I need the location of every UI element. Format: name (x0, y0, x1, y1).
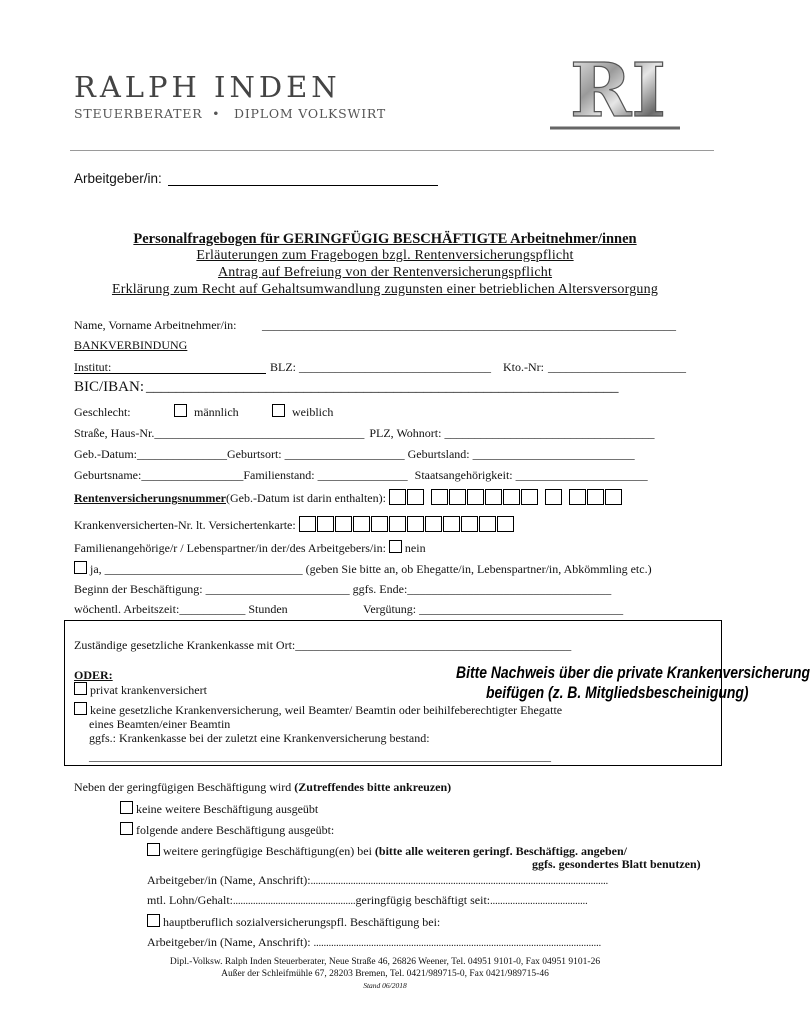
staatsang-label: Staatsangehörigkeit: (414, 468, 513, 482)
privat-label: privat krankenversichert (90, 683, 207, 697)
haupt-checkbox[interactable] (147, 914, 160, 927)
strasse-label: Straße, Haus-Nr. (74, 426, 155, 440)
blz-field[interactable]: ________________________________ (299, 360, 491, 374)
beginn-row (74, 582, 611, 597)
subtitle-antrag: Antrag auf Befreiung von der Rentenversicherungspflicht (217, 265, 553, 280)
rvnr-digit-box[interactable] (467, 489, 484, 505)
subtitle-erklaerung: Erklärung zum Recht auf Gehaltsumwandlung zugunsten einer betrieblichen Altersversorgung (111, 282, 659, 297)
rvnr-digit-box[interactable] (449, 489, 466, 505)
keine-weitere-label: keine weitere Beschäftigung ausgeübt (136, 802, 319, 816)
haupt-label: hauptberuflich sozialversicherungspfl. Beschäftigung bei: (163, 915, 441, 929)
kvnr-digit-box[interactable] (389, 516, 406, 532)
ag1-label: Arbeitgeber/in (Name, Anschrift): (147, 873, 311, 887)
geburtsname-label: Geburtsname: (74, 468, 142, 482)
gebdatum-field[interactable]: _______________ (136, 447, 227, 461)
stamp-nachweis-line2: beifügen (z. B. Mitgliedsbescheinigung) (486, 683, 749, 702)
arbeitszeit-row (74, 602, 288, 617)
rvnr-digit-box[interactable] (431, 489, 448, 505)
kvnr-digit-box[interactable] (371, 516, 388, 532)
folgende-row (120, 822, 334, 838)
lohn-field[interactable]: ................................................. (233, 896, 356, 907)
rvnr-digit-box[interactable] (605, 489, 622, 505)
familienstand-field[interactable]: _______________ (317, 468, 408, 482)
beamten-label: eines Beamten/einer Beamtin (89, 717, 231, 731)
rvnr-boxes[interactable] (389, 491, 623, 505)
rvnr-digit-box[interactable] (407, 489, 424, 505)
ggfs-field[interactable]: _____________________________________________________________________________ (89, 749, 551, 763)
maennlich-option[interactable] (174, 404, 239, 420)
rvnr-hint: (Geb.-Datum ist darin enthalten): (225, 491, 386, 505)
rvnr-digit-box[interactable] (587, 489, 604, 505)
privat-row (74, 682, 207, 698)
letterhead-name: RALPH INDEN (74, 70, 341, 104)
geburtsland-field[interactable]: ___________________________ (472, 447, 635, 461)
ag1-field[interactable]: ....................................................................................................................... (310, 876, 609, 887)
kvnr-digit-box[interactable] (461, 516, 478, 532)
kvnr-digit-box[interactable] (479, 516, 496, 532)
footer-address-2: Außer der Schleifmühle 67, 28203 Bremen, Tel. 0421/989715-0, Fax 0421/989715-46 (221, 969, 549, 979)
bank-header: BANKVERBINDUNG (74, 338, 188, 352)
maennlich-checkbox[interactable] (174, 404, 187, 417)
verguetung-field[interactable]: __________________________________ (419, 602, 624, 616)
blz-label: BLZ: (270, 360, 296, 374)
kvnr-row (74, 516, 515, 533)
form-title: Personalfragebogen für GERINGFÜGIG BESCHÄFTIGTE Arbeitnehmer/innen (133, 231, 637, 247)
keine-kv-checkbox[interactable] (74, 702, 87, 715)
nein-checkbox[interactable] (389, 540, 402, 553)
rvnr-digit-box[interactable] (545, 489, 562, 505)
ja-label: ja, (90, 562, 102, 576)
keine-kv-row (74, 702, 562, 718)
name-label: Name, Vorname Arbeitnehmer/in: (74, 318, 237, 332)
subtitle-erlaeuterungen: Erläuterungen zum Fragebogen bzgl. Rentenversicherungspflicht (196, 248, 574, 263)
nein-label: nein (404, 541, 426, 555)
rvnr-digit-box[interactable] (389, 489, 406, 505)
geburtsort-label: Geburtsort: (226, 447, 282, 461)
folgende-checkbox[interactable] (120, 822, 133, 835)
header-rule (70, 150, 714, 151)
weiblich-option[interactable] (272, 404, 333, 420)
bic-label: BIC/IBAN: (74, 379, 145, 395)
geburtsname-field[interactable]: _________________ (141, 468, 244, 482)
plz-label: PLZ, Wohnort: (369, 426, 442, 440)
strasse-row (74, 426, 654, 441)
kasse-row (74, 638, 571, 653)
letterhead-subtitle (74, 106, 386, 121)
verguetung-label: Vergütung: (363, 602, 417, 616)
kasse-field[interactable]: ______________________________________________ (295, 638, 572, 652)
rvnr-digit-box[interactable] (569, 489, 586, 505)
stamp-nachweis-line1: Bitte Nachweis über die private Krankenversicherung (456, 663, 810, 682)
gebdatum-row (74, 447, 635, 462)
ja-checkbox[interactable] (74, 561, 87, 574)
rvnr-digit-box[interactable] (503, 489, 520, 505)
ag2-row (147, 935, 601, 950)
rvnr-row (74, 489, 623, 506)
beginn-field[interactable]: ________________________ (205, 582, 350, 596)
neben-row (74, 780, 451, 795)
staatsang-field[interactable]: ______________________ (515, 468, 648, 482)
weitere-label: weitere geringfügige Beschäftigung(en) bei (163, 844, 372, 858)
employer-label: Arbeitgeber/in: (74, 171, 162, 186)
keine-weitere-row (120, 801, 318, 817)
ende-field[interactable]: __________________________________ (407, 582, 612, 596)
ja-row (74, 561, 652, 577)
rvnr-label: Rentenversicherungsnummer (74, 491, 226, 505)
geburtsname-row (74, 468, 648, 483)
ag2-field[interactable]: ................................................................................................................... (313, 938, 602, 949)
lohn-seit-field[interactable]: ....................................... (490, 896, 588, 907)
ggfs-label: ggfs.: Krankenkasse bei der zuletzt eine Krankenversicherung bestand: (89, 731, 430, 745)
stunden-label: Stunden (248, 602, 288, 616)
arbeitszeit-label: wöchentl. Arbeitszeit: (74, 602, 180, 616)
kto-field[interactable]: _______________________ (548, 360, 686, 374)
kvnr-boxes[interactable] (299, 518, 515, 532)
verguetung-row (363, 602, 623, 617)
svg-text:RI: RI (569, 48, 667, 134)
ja-hint: (geben Sie bitte an, ob Ehegatte/in, Lebenspartner/in, Abkömmling etc.) (305, 562, 652, 576)
geburtsland-label: Geburtsland: (407, 447, 470, 461)
ja-field[interactable]: _________________________________ (104, 562, 303, 576)
familien-row (74, 540, 426, 556)
gebdatum-label: Geb.-Datum: (74, 447, 137, 461)
kvnr-digit-box[interactable] (407, 516, 424, 532)
subtitle-bullet: • (212, 106, 221, 121)
bic-field[interactable]: _______________________________________________________________ (146, 379, 619, 395)
weitere-hint: (bitte alle weiteren geringf. Beschäftigg. angeben/ (374, 844, 627, 858)
rvnr-digit-box[interactable] (485, 489, 502, 505)
kvnr-digit-box[interactable] (425, 516, 442, 532)
kvnr-digit-box[interactable] (353, 516, 370, 532)
keine-weitere-checkbox[interactable] (120, 801, 133, 814)
kvnr-label: Krankenversicherten-Nr. lt. Versichertenkarte: (74, 518, 296, 532)
footer-address-1: Dipl.-Volksw. Ralph Inden Steuerberater, Neue Straße 46, 26826 Weener, Tel. 04951 9101-0, Fax 04951 9101-26 (169, 957, 601, 967)
weiblich-label: weiblich (292, 405, 334, 419)
kvnr-digit-box[interactable] (497, 516, 514, 532)
lohn-seit-label: geringfügig beschäftigt seit: (355, 893, 491, 907)
blatt-hint: ggfs. gesondertes Blatt benutzen) (532, 857, 701, 871)
ag2-label: Arbeitgeber/in (Name, Anschrift): (147, 935, 311, 949)
subtitle-diplom: DIPLOM VOLKSWIRT (234, 106, 387, 121)
familienstand-label: Familienstand: (243, 468, 315, 482)
oder-label: ODER: (74, 668, 113, 682)
plz-field[interactable]: ___________________________________ (444, 426, 655, 440)
familien-label: Familienangehörige/r / Lebenspartner/in der/des Arbeitgebers/in: (74, 541, 386, 555)
rvnr-digit-box[interactable] (521, 489, 538, 505)
employer-field[interactable] (168, 185, 438, 186)
institut-label: Institut: (74, 360, 112, 374)
institut-field[interactable] (74, 373, 266, 374)
weiblich-checkbox[interactable] (272, 404, 285, 417)
geburtsort-field[interactable]: ____________________ (284, 447, 405, 461)
beginn-label: Beginn der Beschäftigung: (74, 582, 203, 596)
ende-label: ggfs. Ende: (352, 582, 408, 596)
privat-checkbox[interactable] (74, 682, 87, 695)
lohn-label: mtl. Lohn/Gehalt: (147, 893, 233, 907)
kvnr-digit-box[interactable] (335, 516, 352, 532)
strasse-field[interactable]: ___________________________________ (154, 426, 365, 440)
folgende-label: folgende andere Beschäftigung ausgeübt: (136, 823, 335, 837)
keine-kv-label: keine gesetzliche Krankenversicherung, weil Beamter/ Beamtin oder beihilfeberechtigter Ehegatte (90, 703, 563, 717)
weitere-checkbox[interactable] (147, 843, 160, 856)
footer-stand: Stand 06/2018 (363, 981, 407, 990)
geschlecht-label: Geschlecht: (74, 405, 131, 419)
kvnr-digit-box[interactable] (317, 516, 334, 532)
kvnr-digit-box[interactable] (443, 516, 460, 532)
maennlich-label: männlich (194, 405, 239, 419)
subtitle-steuerberater: STEUERBERATER (74, 106, 203, 121)
haupt-row (147, 914, 440, 930)
name-field[interactable]: _____________________________________________________________________ (262, 318, 676, 332)
neben-hint: (Zutreffendes bitte ankreuzen) (294, 780, 452, 794)
kto-label: Kto.-Nr: (503, 360, 544, 374)
lohn-row (147, 893, 588, 908)
kasse-label: Zuständige gesetzliche Krankenkasse mit Ort: (74, 638, 296, 652)
kvnr-digit-box[interactable] (299, 516, 316, 532)
neben-label: Neben der geringfügigen Beschäftigung wird (74, 780, 292, 794)
arbeitszeit-field[interactable]: ___________ (179, 602, 246, 616)
ri-logo (540, 46, 690, 142)
ag1-row (147, 873, 608, 888)
